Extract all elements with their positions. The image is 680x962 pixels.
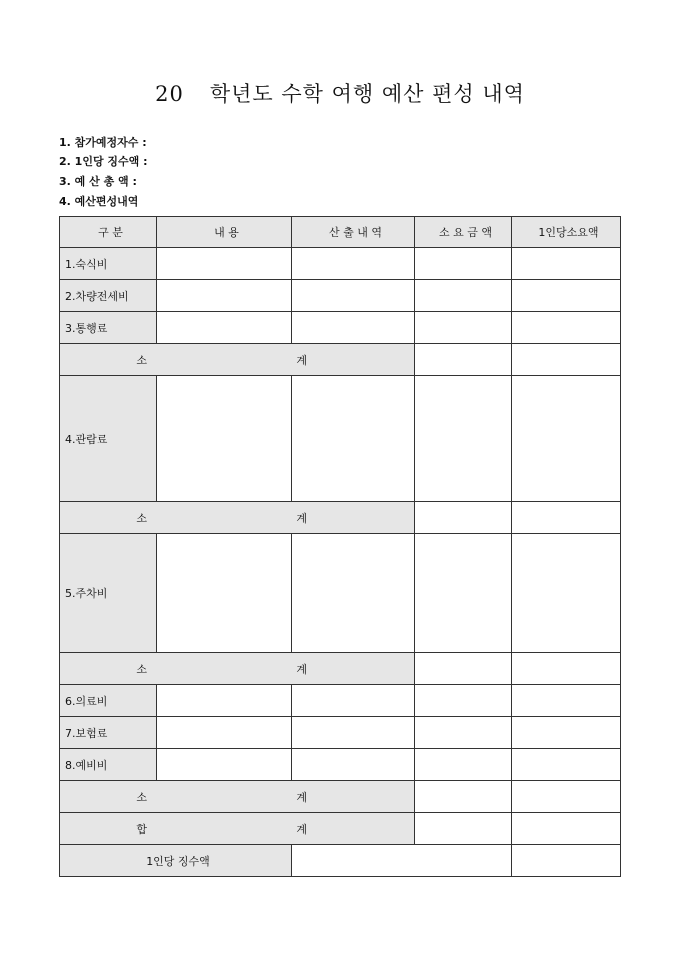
cell-calculation[interactable] bbox=[292, 248, 415, 280]
cell-amount[interactable] bbox=[415, 376, 512, 502]
info-total-budget: 3. 예 산 총 액 : bbox=[59, 175, 137, 188]
table-row bbox=[60, 749, 621, 781]
cell-per-person[interactable] bbox=[512, 717, 621, 749]
title-text: 학년도 수학 여행 예산 편성 내역 bbox=[209, 82, 525, 106]
header-amount: 소 요 금 액 bbox=[415, 217, 512, 248]
header-row bbox=[60, 217, 621, 248]
per-person-fee-row bbox=[60, 845, 621, 877]
cell-per-person[interactable] bbox=[512, 376, 621, 502]
cell-amount[interactable] bbox=[415, 502, 512, 534]
info-budget-details: 4. 예산편성내역 bbox=[59, 195, 139, 208]
subtotal-label: 소 계 bbox=[60, 781, 415, 813]
per-person-fee-value[interactable] bbox=[292, 845, 512, 877]
cell-per-person[interactable] bbox=[512, 502, 621, 534]
cell-per-person[interactable] bbox=[512, 312, 621, 344]
cell-calculation[interactable] bbox=[292, 376, 415, 502]
cell-per-person[interactable] bbox=[512, 781, 621, 813]
cell-amount[interactable] bbox=[415, 813, 512, 845]
cell-per-person[interactable] bbox=[512, 248, 621, 280]
total-row bbox=[60, 813, 621, 845]
cell-per-person[interactable] bbox=[512, 280, 621, 312]
cell-per-person[interactable] bbox=[512, 813, 621, 845]
cell-amount[interactable] bbox=[415, 781, 512, 813]
info-fee-per-person: 2. 1인당 징수액 : bbox=[59, 155, 148, 168]
table-row bbox=[60, 280, 621, 312]
cell-amount[interactable] bbox=[415, 749, 512, 781]
header-calculation: 산 출 내 역 bbox=[292, 217, 415, 248]
cell-calculation[interactable] bbox=[292, 717, 415, 749]
cell-content[interactable] bbox=[157, 280, 292, 312]
title-year: 20 bbox=[155, 82, 184, 106]
document-title bbox=[0, 78, 680, 108]
table-row bbox=[60, 312, 621, 344]
subtotal-row bbox=[60, 502, 621, 534]
table-row bbox=[60, 685, 621, 717]
cell-amount[interactable] bbox=[415, 653, 512, 685]
cell-content[interactable] bbox=[157, 749, 292, 781]
subtotal-row bbox=[60, 781, 621, 813]
cell-amount[interactable] bbox=[415, 280, 512, 312]
cell-amount[interactable] bbox=[415, 534, 512, 653]
cell-calculation[interactable] bbox=[292, 312, 415, 344]
item-vehicle: 2.차량전세비 bbox=[60, 280, 157, 312]
cell-content[interactable] bbox=[157, 685, 292, 717]
cell-content[interactable] bbox=[157, 248, 292, 280]
header-content: 내 용 bbox=[157, 217, 292, 248]
cell-amount[interactable] bbox=[415, 344, 512, 376]
subtotal-row bbox=[60, 653, 621, 685]
table-row bbox=[60, 376, 621, 502]
item-medical: 6.의료비 bbox=[60, 685, 157, 717]
cell-content[interactable] bbox=[157, 376, 292, 502]
item-admission: 4.관람료 bbox=[60, 376, 157, 502]
cell-content[interactable] bbox=[157, 534, 292, 653]
subtotal-row bbox=[60, 344, 621, 376]
cell-per-person[interactable] bbox=[512, 845, 621, 877]
subtotal-label: 소 계 bbox=[60, 502, 415, 534]
cell-content[interactable] bbox=[157, 312, 292, 344]
cell-per-person[interactable] bbox=[512, 653, 621, 685]
item-toll: 3.통행료 bbox=[60, 312, 157, 344]
table-row bbox=[60, 248, 621, 280]
item-parking: 5.주차비 bbox=[60, 534, 157, 653]
item-reserve: 8.예비비 bbox=[60, 749, 157, 781]
subtotal-label: 소 계 bbox=[60, 653, 415, 685]
info-participants: 1. 참가예정자수 : bbox=[59, 136, 147, 149]
subtotal-label: 소 계 bbox=[60, 344, 415, 376]
cell-amount[interactable] bbox=[415, 312, 512, 344]
header-per-person: 1인당소요액 bbox=[512, 217, 621, 248]
per-person-fee-label: 1인당 징수액 bbox=[60, 845, 292, 877]
cell-amount[interactable] bbox=[415, 685, 512, 717]
table-row bbox=[60, 717, 621, 749]
cell-calculation[interactable] bbox=[292, 685, 415, 717]
budget-table bbox=[59, 216, 621, 877]
item-insurance: 7.보험료 bbox=[60, 717, 157, 749]
cell-per-person[interactable] bbox=[512, 344, 621, 376]
header-category: 구 분 bbox=[60, 217, 157, 248]
cell-calculation[interactable] bbox=[292, 280, 415, 312]
cell-amount[interactable] bbox=[415, 717, 512, 749]
cell-amount[interactable] bbox=[415, 248, 512, 280]
cell-calculation[interactable] bbox=[292, 749, 415, 781]
cell-calculation[interactable] bbox=[292, 534, 415, 653]
item-lodging: 1.숙식비 bbox=[60, 248, 157, 280]
cell-per-person[interactable] bbox=[512, 685, 621, 717]
cell-content[interactable] bbox=[157, 717, 292, 749]
cell-per-person[interactable] bbox=[512, 534, 621, 653]
total-label: 합 계 bbox=[60, 813, 415, 845]
cell-per-person[interactable] bbox=[512, 749, 621, 781]
table-row bbox=[60, 534, 621, 653]
